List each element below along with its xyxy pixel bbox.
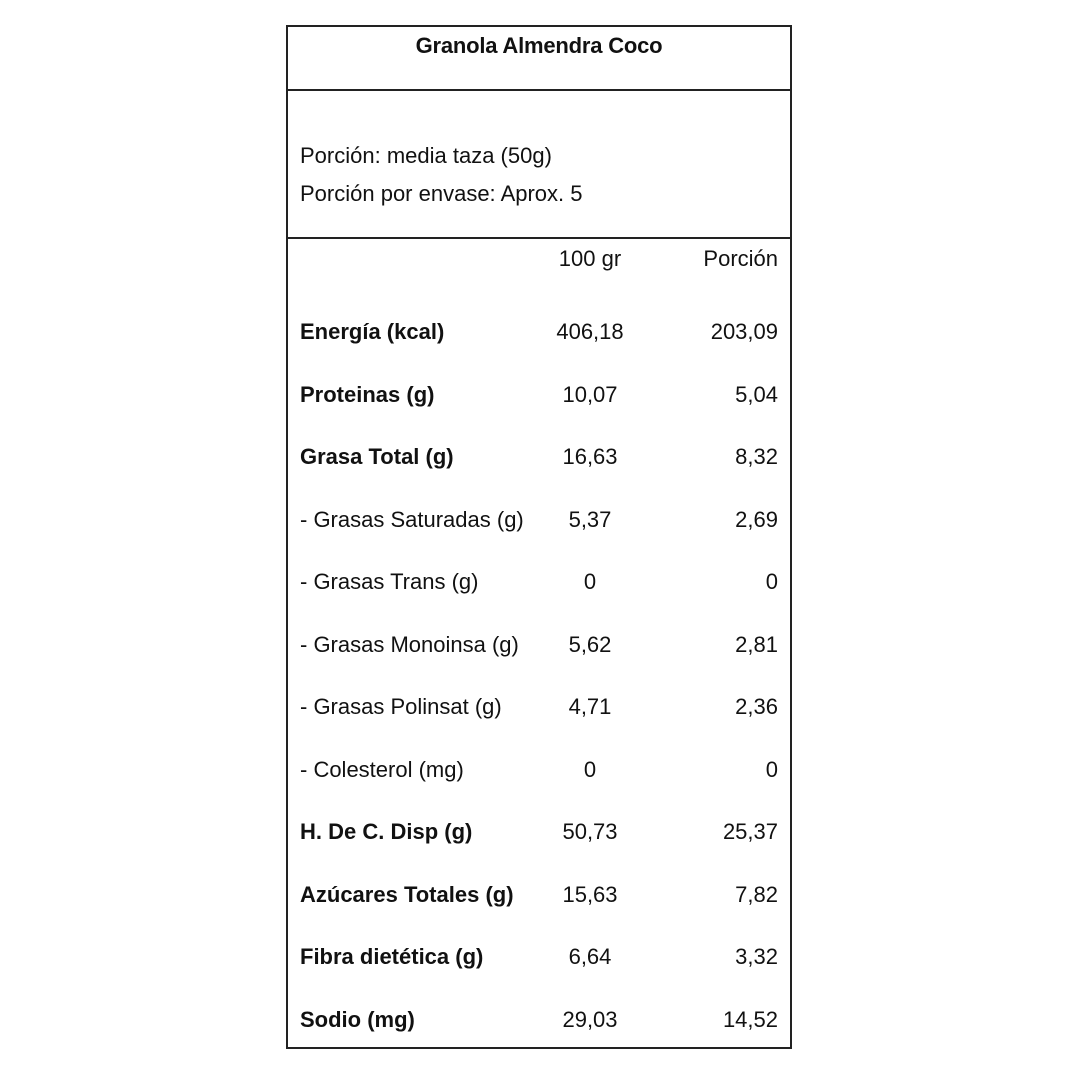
value-per-serving: 5,04 [735, 381, 778, 407]
nutrient-name: Grasa Total (g) [300, 444, 454, 469]
table-row [288, 819, 790, 859]
value-per-100g: 0 [583, 569, 597, 594]
value-per-serving: 2,36 [735, 694, 778, 719]
table-row [288, 882, 790, 922]
value-per-100g: 0 [583, 756, 597, 782]
nutrient-name: Proteinas (g) [300, 381, 435, 407]
value-per-serving: 0 [765, 569, 778, 594]
value-per-100g: 15,63 [562, 881, 618, 907]
value-per-100g: 10,07 [562, 381, 618, 407]
nutrient-name: - Grasas Polinsat (g) [300, 694, 502, 719]
nutrient-name: - Grasas Saturadas (g) [300, 506, 524, 532]
table-row [288, 632, 790, 672]
nutrition-label [286, 25, 792, 1049]
value-per-100g: 6,64 [568, 944, 612, 969]
value-per-100g: 5,62 [568, 631, 612, 657]
value-per-100g: 16,63 [562, 444, 618, 469]
nutrition-table [288, 239, 790, 1047]
value-per-serving: 14,52 [722, 1006, 778, 1032]
table-row [288, 507, 790, 547]
nutrient-name: - Grasas Monoinsa (g) [300, 631, 519, 657]
value-per-serving: 3,32 [735, 944, 778, 969]
product-title: Granola Almendra Coco [415, 33, 663, 58]
value-per-100g: 29,03 [562, 1006, 618, 1032]
nutrient-name: Azúcares Totales (g) [300, 881, 514, 907]
nutrient-name: Energía (kcal) [300, 319, 445, 344]
nutrient-name: H. De C. Disp (g) [300, 819, 473, 844]
value-per-100g: 50,73 [562, 819, 618, 844]
serving-info [288, 91, 790, 239]
value-per-serving: 0 [765, 756, 778, 782]
nutrient-name: - Colesterol (mg) [300, 756, 464, 782]
value-per-serving: 25,37 [722, 819, 778, 844]
nutrient-name: - Grasas Trans (g) [300, 569, 479, 594]
value-per-serving: 2,81 [735, 631, 778, 657]
nutrient-name: Sodio (mg) [300, 1006, 415, 1032]
value-per-serving: 8,32 [735, 444, 778, 469]
value-per-100g: 406,18 [556, 319, 624, 344]
table-row [288, 319, 790, 359]
value-per-100g: 4,71 [568, 694, 612, 719]
value-per-serving: 2,69 [735, 506, 778, 532]
table-row [288, 1007, 790, 1047]
table-row [288, 444, 790, 484]
column-header-per-100g: 100 gr [558, 246, 622, 271]
column-header-per-serving: Porción [703, 246, 778, 271]
title-section [288, 27, 790, 91]
table-row [288, 569, 790, 609]
table-row [288, 382, 790, 422]
value-per-serving: 203,09 [710, 319, 778, 344]
table-row [288, 944, 790, 984]
value-per-100g: 5,37 [568, 506, 612, 532]
nutrient-name: Fibra dietética (g) [300, 944, 484, 969]
value-per-serving: 7,82 [735, 881, 778, 907]
servings-per-package: Porción por envase: Aprox. 5 [300, 181, 583, 206]
table-row [288, 694, 790, 734]
serving-size: Porción: media taza (50g) [300, 143, 552, 168]
table-row [288, 757, 790, 797]
